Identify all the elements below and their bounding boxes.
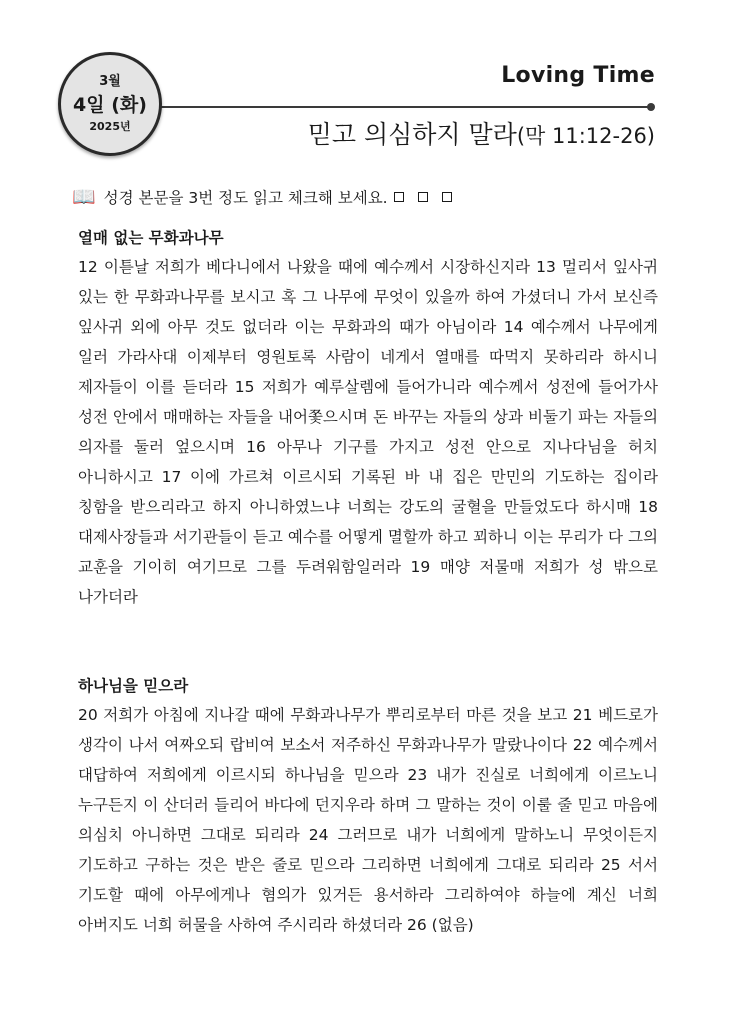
page-title [308, 115, 655, 151]
section-heading: 열매 없는 무화과나무 [78, 229, 224, 247]
title-reference: (막 11:12-26) [516, 124, 655, 148]
brand-title: Loving Time [501, 63, 655, 88]
reading-instruction [72, 186, 452, 208]
passage-section-2 [78, 674, 658, 940]
divider-dot [647, 103, 655, 111]
section-body: 12 이튿날 저희가 베다니에서 나왔을 때에 예수께서 시장하신지라 13 멀리서 잎사귀 있는 한 무화과나무를 보시고 혹 그 나무에 무엇이 있을까 하여 가셨더니 가서 보신즉 잎사귀 외에 아무 것도 없더라 이는 무화과의 때가 아님이라 14 예수께서 나무에게 일러 가라사대 이제부터 영원토록 사람이 네게서 열매를 따먹지 못하리라 하시니 제자들이 이를 듣더라 15 저희가 예루살렘에 들어가니라 예수께서 성전에 들어가사 성전 안에서 매매하는 자들을 내어쫓으시며 돈 바꾸는 자들의 상과 비둘기 파는 자들의 의자를 둘러 엎으시며 16 아무나 기구를 가지고 성전 안으로 지나다님을 허치 아니하시고 17 이에 가르쳐 이르시되 기록된 바 내 집은 만민의 기도하는 집이라 칭함을 받으리라고 하지 아니하였느냐 너희는 강도의 굴혈을 만들었도다 하시매 18 대제사장들과 서기관들이 듣고 예수를 어떻게 멸할까 하고 꾀하니 이는 무리가 다 그의 교훈을 기이히 여기므로 그를 두려워함일러라 19 매양 저물매 저희가 성 밖으로 나가더라 [78, 258, 658, 606]
title-main: 믿고 의심하지 말라 [307, 120, 517, 149]
read-checkbox-2[interactable] [418, 192, 428, 202]
header-divider [160, 106, 650, 108]
section-body: 20 저희가 아침에 지나갈 때에 무화과나무가 뿌리로부터 마른 것을 보고 21 베드로가 생각이 나서 여짜오되 랍비여 보소서 저주하신 무화과나무가 말랐나이다 22 예수께서 대답하여 저희에게 이르시되 하나님을 믿으라 23 내가 진실로 너희에게 이르노니 누구든지 이 산더러 들리어 바다에 던지우라 하며 그 말하는 것이 이룰 줄 믿고 마음에 의심치 아니하면 그대로 되리라 24 그러므로 내가 너희에게 말하노니 무엇이든지 기도하고 구하는 것은 받은 줄로 믿으라 그리하면 너희에게 그대로 되리라 25 서서 기도할 때에 아무에게나 혐의가 있거든 용서하라 그리하여야 하늘에 계신 너희 아버지도 너희 허물을 사하여 주시리라 하셨더라 26 (없음) [78, 706, 658, 934]
open-book-icon: 📖 [72, 185, 96, 208]
section-heading: 하나님을 믿으라 [78, 677, 189, 695]
instruction-text: 성경 본문을 3번 정도 읽고 체크해 보세요. [103, 189, 388, 207]
date-year: 2025년 [89, 120, 131, 133]
read-checkbox-3[interactable] [442, 192, 452, 202]
date-day: 4일 (화) [73, 94, 147, 116]
passage-section-1 [78, 226, 658, 612]
date-badge [58, 52, 162, 156]
read-checkbox-1[interactable] [394, 192, 404, 202]
date-month: 3월 [99, 74, 121, 89]
